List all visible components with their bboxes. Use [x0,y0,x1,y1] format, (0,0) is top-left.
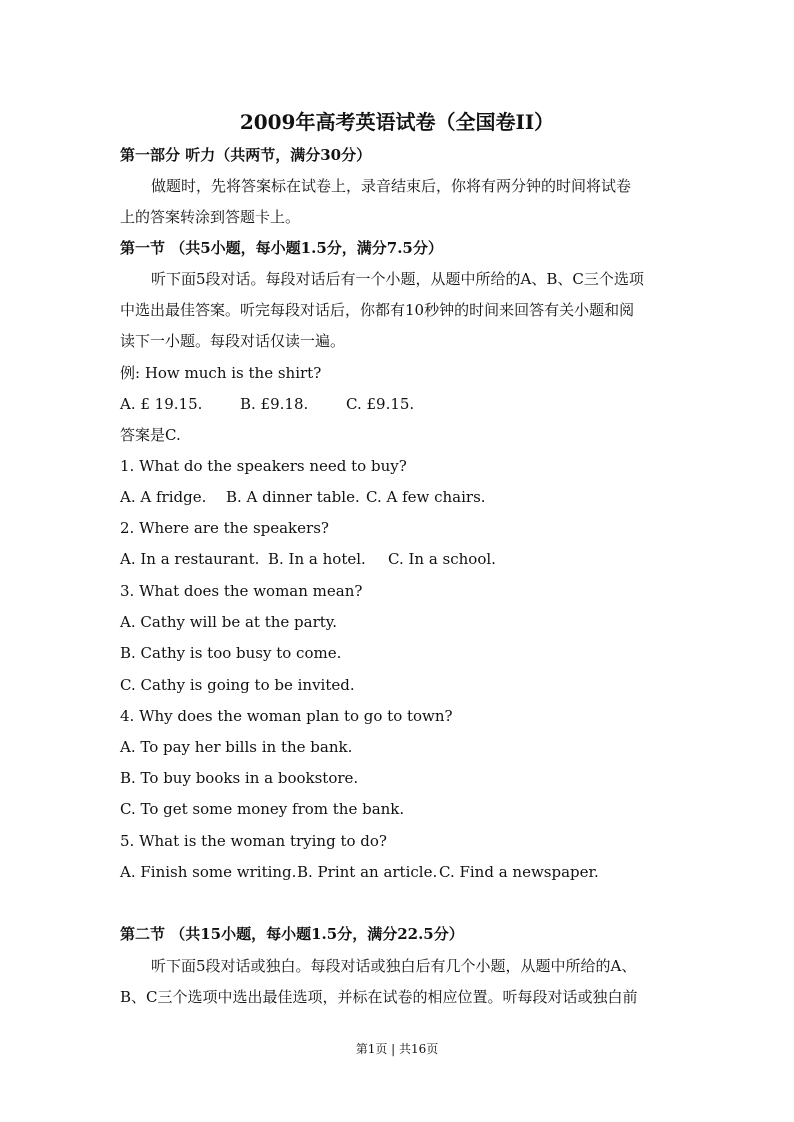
question-5: 5. What is the woman trying to do? [120,832,387,850]
question-2-options [120,549,496,569]
example-option-a: A. £ 19.15. [120,395,203,413]
option-b: B. In a hotel. [268,550,366,568]
page-footer: 第1页 | 共16页 [355,1042,439,1056]
example-option-b: B. £9.18. [240,395,309,413]
option-c: C. A few chairs. [366,488,486,506]
option-b: B. A dinner table. [226,488,360,506]
question-2: 2. Where are the speakers? [120,519,329,537]
option-c: C. Find a newspaper. [439,863,599,881]
question-5-options [120,862,599,882]
example-question: 例: How much is the shirt? [120,364,322,382]
page-title: 2009年高考英语试卷（全国卷II） [239,110,555,134]
option-c: C. In a school. [388,550,496,568]
section1-instruction-line-3: 读下一小题。每段对话仅读一遍。 [120,332,346,350]
question-3-option-c: C. Cathy is going to be invited. [120,676,355,694]
example-option-c: C. £9.15. [346,395,415,413]
question-4-option-b: B. To buy books in a bookstore. [120,769,359,787]
section1-instruction-line-2: 中选出最佳答案。听完每段对话后，你都有10秒钟的时间来回答有关小题和阅 [120,301,635,319]
question-3: 3. What does the woman mean? [120,582,363,600]
question-4-option-a: A. To pay her bills in the bank. [120,738,353,756]
option-b: B. Print an article. [297,863,438,881]
section1-heading: 第一节 （共5小题，每小题1.5分，满分7.5分） [120,239,443,257]
section1-instruction-line-1: 听下面5段对话。每段对话后有一个小题，从题中所给的A、B、C三个选项 [151,270,644,288]
question-3-option-b: B. Cathy is too busy to come. [120,644,342,662]
section2-heading: 第二节 （共15小题，每小题1.5分，满分22.5分） [120,925,464,943]
part1-heading: 第一部分 听力（共两节，满分30分） [120,146,372,164]
example-answer: 答案是C. [120,426,181,444]
option-a: A. Finish some writing. [120,863,297,881]
question-4-option-c: C. To get some money from the bank. [120,800,405,818]
part1-intro-line-1: 做题时，先将答案标在试卷上，录音结束后，你将有两分钟的时间将试卷 [151,177,632,195]
part1-intro-line-2: 上的答案转涂到答题卡上。 [120,208,301,226]
section2-instruction-line-1: 听下面5段对话或独白。每段对话或独白后有几个小题，从题中所给的A、 [151,957,637,975]
question-1-options [120,487,486,507]
option-a: A. In a restaurant. [120,550,260,568]
option-a: A. A fridge. [120,488,207,506]
section2-instruction-line-2: B、C三个选项中选出最佳选项，并标在试卷的相应位置。听每段对话或独白前 [120,988,638,1006]
example-options [120,394,414,414]
question-1: 1. What do the speakers need to buy? [120,457,407,475]
question-3-option-a: A. Cathy will be at the party. [120,613,338,631]
question-4: 4. Why does the woman plan to go to town? [120,707,453,725]
